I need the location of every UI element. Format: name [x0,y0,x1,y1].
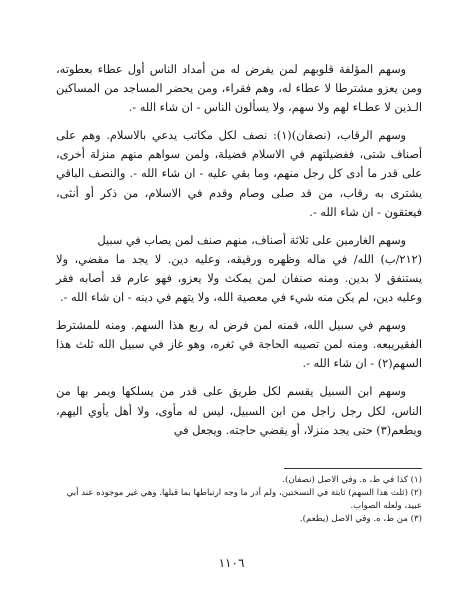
footnote-divider [284,468,422,469]
page-number: ١١٠٦ [218,556,245,570]
paragraph-muallafa: وسهم المؤلفة قلوبهم لمن يفرض له من أمداد الناس أول عطاء بعطوته، ومن يعزو مشترطا لا عطاء له، وهم فقراء، ومن يحضر المساجد من المساكين الـذين لا عطـاء لهم ولا سهم، ولا يسألون الناس - ان شاء الله -. [56,63,422,115]
paragraph-gharimin-opening: وسهم الغارمين على ثلاثة أصناف، منهم صنف لمن يصاب في سبيل [97,233,406,247]
paragraph-riqab: وسهم الرقاب، (نصفان)(١): نصف لكل مكاتب يدعي بالاسلام. وهم على أصناف شتى، ففضيلتهم في الاسلام فضيلة، ولمن سواهم منهم منزلة أخرى، على قدر ما أدى كل رجل منهم، وما بقي عليه - ان شاء الله -. والنصف الباقي يشترى به رقاب، من قد صلى وصام وقدم في الاسلام، من ذكر أو أنثى، فيعتقون - ان شاء الله -. [56,129,422,219]
footnote-1: (١) كذا في ط، ه. وفي الاصل (نصفان). [282,475,422,485]
footnote-2: (٢) (ثلث هذا السهم) ثابتة في النسختين، ولم أدر ما وجه ارتباطها بما قبلها. وهي غير موجوده عند أبي عبيد، ولعله الصواب. [66,488,422,511]
body-text [56,60,422,449]
footnotes [56,474,422,526]
paragraph-ibn-sabil: وسهم ابن السبيل يقسم لكل طريق على قدر من يسلكها ويمر بها من الناس، لكل رجل راجل من ابن السبيل، ليس له مأوى، ولا أهل يأوي اليهم، ويطعم(٣) حتى يجد منزلا، أو يقضي حاجته. ويجعل في [56,385,422,437]
paragraph-gharimin: (٢١٢/ب) الله/ في ماله وظهره ورقيقه، وعليه دين. لا يجد ما مقضي، ولا يستنفق لا بدين. ومنه صنفان لمن يمكث ولا يعزو، فهو عارم قد أصابه فقر وعليه دين، لم يكن منه شيء في معصية الله، ولا يتهم في دينه - ان شاء الله -. [56,252,422,305]
paragraph-sabilillah: وسهم في سبيل الله، فمنه لمن فرض له ربع هذا السهم. ومنه للمشترط الفقيريبعه. ومنه لمن تصيبه الحاجة في ثغره، وهو غاز في سبيل الله ثلث هذا السهم(٢) - ان شاء الله -. [56,319,422,371]
footnote-3: (٣) من ط، ه. وفي الاصل (يطعم). [299,514,422,524]
